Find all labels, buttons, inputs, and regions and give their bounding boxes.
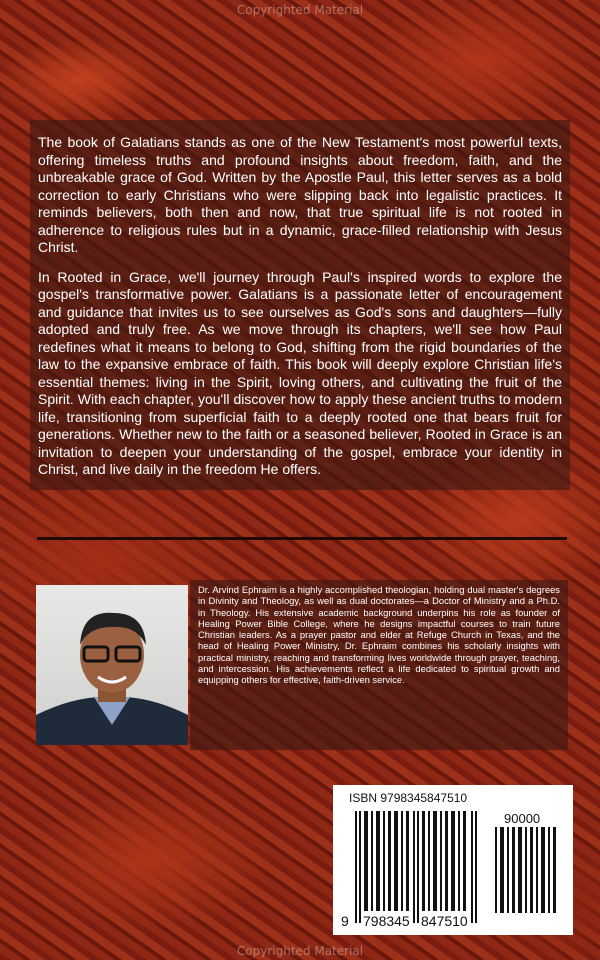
author-bio: Dr. Arvind Ephraim is a highly accomplished theologian, holding dual master's degrees in Divinity and Theology, as well as dual doctorates—a Doctor of Ministry and a Ph.D. in Theology. His extensive academic background underpins his role as founder of Healing Power Bible College, where he designs impactful courses to train future Christian leaders. As a prayer pastor and elder at Refuge Church in Texas, and the head of Healing Power Ministry, Dr. Ephraim combines his scholarly insights with practical ministry, reaching and transforming lives worldwide through prayer, teaching, and intercession. His achievements reflect a life dedicated to spiritual growth and equipping others for effective, faith-driven service.	[198, 584, 560, 686]
barcode-digit-first: 9	[341, 913, 349, 929]
author-photo	[36, 585, 188, 745]
barcode-digits-2: 847510	[421, 913, 468, 929]
addon-bars	[493, 827, 563, 915]
description-paragraph-1: The book of Galatians stands as one of the New Testament's most powerful texts, offering timeless truths and profound insights about freedom, faith, and the unbreakable grace of God. Written by the Apostle Paul, this letter serves as a bold correction to early Christians who were slipping back into legalistic practices. It reminds believers, both then and now, that true spiritual life is not rooted in adherence to religious rules but in a dynamic, grace-filled relationship with Jesus Christ.	[38, 134, 562, 255]
isbn-label: ISBN 9798345847510	[349, 791, 468, 805]
description-panel	[30, 120, 570, 490]
description-paragraph-2: In Rooted in Grace, we'll journey through Paul's inspired words to explore the gospel's transformative power. Galatians is a passionate letter of encouragement and guidance that invites us to see ourselves as God's sons and daughters—fully adopted and truly free. As we move through its chapters, we'll see how Paul redefines what it means to belong to God, shifting from the rigid boundaries of the law to the expansive embrace of faith. This book will deeply explore Christian life's essential themes: living in the Spirit, loving others, and cultivating the fruit of the Spirit. With each chapter, you'll discover how to apply these ancient truths to modern life, transitioning from superficial faith to a deeply rooted one that bears fruit for generations. Whether new to the faith or a seasoned believer, Rooted in Grace is an invitation to deepen your understanding of the gospel, embrace your identity in Christ, and live daily in the freedom He offers.	[38, 268, 562, 477]
barcode-bars	[353, 811, 483, 926]
price-addon: 90000	[504, 811, 541, 826]
watermark-top: Copyrighted Material	[236, 3, 364, 17]
author-bio-panel	[190, 580, 568, 750]
divider	[37, 537, 567, 540]
barcode-digits-1: 798345	[363, 913, 410, 929]
isbn-barcode	[333, 785, 573, 935]
watermark-bottom: Copyrighted Material	[236, 944, 364, 958]
